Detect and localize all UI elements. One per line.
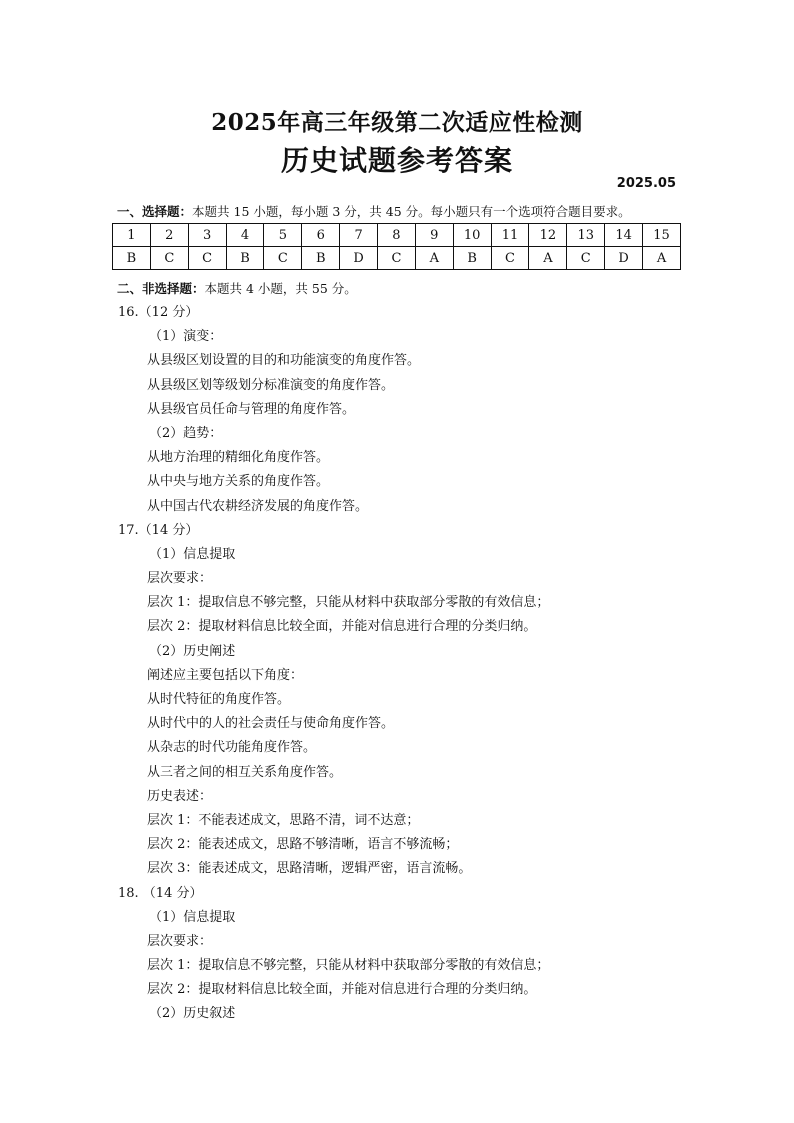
subquestion-heading: （1）信息提取 (149, 909, 236, 925)
question-number-cell: 4 (226, 224, 264, 247)
question-number-cell: 15 (643, 224, 681, 247)
answer-cell: C (150, 247, 188, 270)
section-2-description: 本题共 4 小题，共 55 分。 (204, 281, 357, 296)
answer-table (112, 223, 681, 270)
answer-cell: C (188, 247, 226, 270)
question-heading: 18. （14 分） (118, 885, 203, 901)
question-number-cell: 11 (491, 224, 529, 247)
answer-cell: B (113, 247, 151, 270)
answer-body (118, 301, 718, 1027)
exam-date: 2025.05 (616, 176, 676, 191)
answer-cell: C (567, 247, 605, 270)
answer-line: 从县级区划设置的目的和功能演变的角度作答。 (147, 353, 421, 369)
question-number-cell: 10 (453, 224, 491, 247)
subquestion-heading: （2）趋势： (149, 425, 223, 441)
question-number-cell: 8 (378, 224, 416, 247)
question-number-cell: 7 (340, 224, 378, 247)
question-number-cell: 9 (415, 224, 453, 247)
exam-title: 2025年高三年级第二次适应性检测 (211, 109, 583, 136)
answer-cell: A (529, 247, 567, 270)
answer-line: 从三者之间的相互关系角度作答。 (147, 764, 343, 780)
answer-line: 层次 2：能表述成文，思路不够清晰，语言不够流畅； (147, 837, 459, 853)
answer-cell: D (605, 247, 643, 270)
section-1-instructions (117, 202, 631, 220)
answer-line: 从县级区划等级划分标准演变的角度作答。 (147, 377, 395, 393)
answer-line: 从杂志的时代功能角度作答。 (147, 740, 317, 756)
question-number-cell: 1 (113, 224, 151, 247)
answer-line: 从时代中的人的社会责任与使命角度作答。 (147, 716, 395, 732)
answer-line: 阐述应主要包括以下角度： (147, 667, 304, 683)
question-number-cell: 3 (188, 224, 226, 247)
subquestion-heading: （2）历史阐述 (149, 643, 236, 659)
answer-cell: A (415, 247, 453, 270)
answer-cell: B (302, 247, 340, 270)
answer-cell: C (264, 247, 302, 270)
answer-cell: D (340, 247, 378, 270)
answer-line: 从时代特征的角度作答。 (147, 692, 291, 707)
section-2-heading: 二、非选择题： (117, 281, 205, 296)
answer-line: 层次 3：能表述成文，思路清晰，逻辑严密，语言流畅。 (147, 861, 472, 877)
section-1-heading: 一、选择题： (117, 204, 193, 219)
answer-line: 层次 2：提取材料信息比较全面，并能对信息进行合理的分类归纳。 (147, 982, 537, 998)
question-heading: 17.（14 分） (118, 522, 199, 538)
question-number-cell: 12 (529, 224, 567, 247)
section-2-instructions (117, 279, 357, 297)
answer-line: 从地方治理的精细化角度作答。 (147, 450, 330, 466)
answer-line: 历史表述： (147, 788, 213, 804)
answer-cell: C (491, 247, 529, 270)
answer-cell: B (453, 247, 491, 270)
question-number-cell: 14 (605, 224, 643, 247)
subquestion-heading: （1）演变： (149, 329, 223, 345)
answer-line: 层次要求： (147, 571, 213, 587)
answer-line: 层次 1：提取信息不够完整，只能从材料中获取部分零散的有效信息； (147, 958, 550, 974)
subquestion-heading: （1）信息提取 (149, 546, 236, 562)
answer-line: 层次 1：提取信息不够完整，只能从材料中获取部分零散的有效信息； (147, 595, 550, 611)
question-heading: 16.（12 分） (118, 305, 199, 320)
answer-line: 从中国古代农耕经济发展的角度作答。 (147, 498, 369, 514)
question-number-cell: 6 (302, 224, 340, 247)
section-1-description: 本题共 15 小题，每小题 3 分，共 45 分。每小题只有一个选项符合题目要求。 (192, 204, 631, 219)
answer-line: 层次 2：提取材料信息比较全面，并能对信息进行合理的分类归纳。 (147, 619, 537, 635)
subquestion-heading: （2）历史叙述 (149, 1006, 236, 1022)
answer-line: 层次要求： (147, 933, 213, 949)
question-number-cell: 2 (150, 224, 188, 247)
answer-cell: A (643, 247, 681, 270)
answer-line: 层次 1：不能表述成文，思路不清，词不达意； (147, 812, 420, 828)
answer-cell: C (378, 247, 416, 270)
question-number-row (113, 224, 681, 247)
question-number-cell: 5 (264, 224, 302, 247)
question-number-cell: 13 (567, 224, 605, 247)
answer-line: 从县级官员任命与管理的角度作答。 (147, 401, 356, 417)
answer-line: 从中央与地方关系的角度作答。 (147, 474, 330, 490)
answer-cell: B (226, 247, 264, 270)
answer-row (113, 247, 681, 270)
answer-key-title: 历史试题参考答案 (280, 144, 513, 177)
